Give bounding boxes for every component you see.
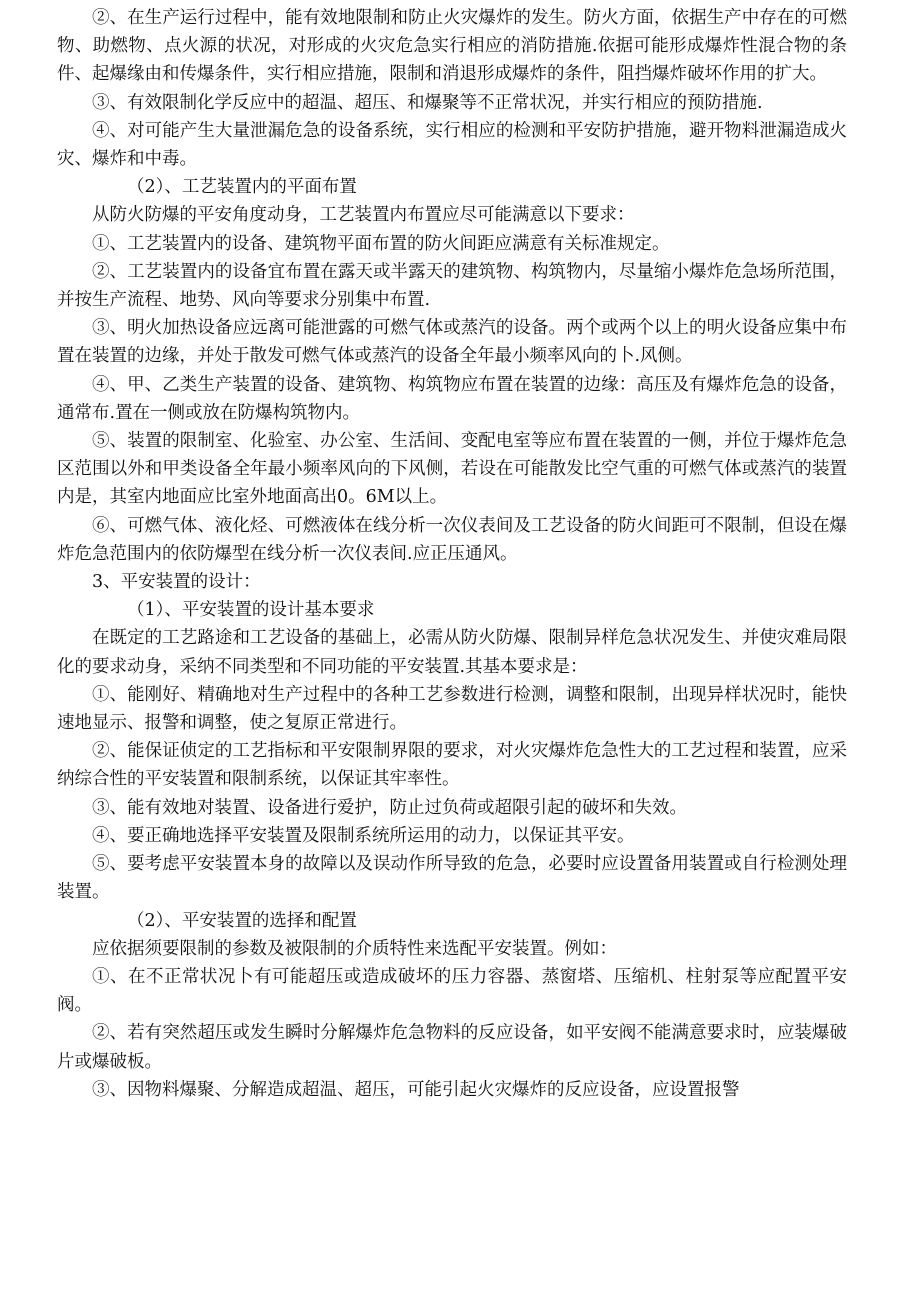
paragraph: ④、要正确地选择平安装置及限制系统所运用的动力，以保证其平安。 — [92, 825, 635, 846]
paragraph: ⑤、要考虑平安装置本身的故障以及误动作所导致的危急，必要时应设置备用装置或自行检测处理装置。 — [57, 854, 847, 903]
paragraph: ②、若有突然超压或发生瞬时分解爆炸危急物料的反应设备，如平安阀不能满意要求时，应装爆破片或爆破板。 — [57, 1023, 847, 1072]
paragraph: ①、在不正常状况卜有可能超压或造成破坏的压力容器、蒸窗塔、压缩机、柱射泵等应配置平安阀。 — [57, 966, 847, 1016]
paragraph: ④、甲、乙类生产装置的设备、建筑物、构筑物应布置在装置的边缘：高压及有爆炸危急的设备，通常布.置在一侧或放在防爆构筑物内。 — [57, 374, 847, 423]
paragraph: 从防火防爆的平安角度动身，工艺装置内布置应尽可能满意以下要求： — [92, 205, 635, 226]
paragraph: ②、工艺装置内的设备宜布置在露天或半露天的建筑物、构筑物内，尽量缩小爆炸危急场所范围，并按生产流程、地势、风向等要求分别集中布置. — [57, 261, 847, 311]
paragraph: ③、因物料爆聚、分解造成超温、超压，可能引起火灾爆炸的反应设备，应设置报警 — [92, 1079, 740, 1100]
paragraph: 应依据须要限制的参数及被限制的介质特性来选配平安装置。例如： — [92, 938, 617, 959]
section-heading: （2）、平安装置的选择和配置 — [127, 910, 357, 931]
section-heading: （1）、平安装置的设计基本要求 — [127, 600, 375, 621]
paragraph: ①、能刚好、精确地对生产过程中的各种工艺参数进行检测，调整和限制，出现异样状况时，能快速地显示、报警和调整，使之复原正常进行。 — [57, 684, 847, 734]
paragraph: ③、有效限制化学反应中的超温、超压、和爆聚等不正常状况，并实行相应的预防措施. — [92, 92, 763, 113]
paragraph: ⑤、装置的限制室、化验室、办公室、生活间、变配电室等应布置在装置的一侧，并位于爆炸危急区范围以外和甲类设备全年最小频率风向的下风侧，若设在可能散发比空气重的可燃气体或蒸汽的装置内是，其室内地面应比室外地面高出0。6M以上。 — [57, 431, 847, 508]
paragraph: ①、工艺装置内的设备、建筑物平面布置的防火间距应满意有关标准规定。 — [92, 233, 670, 254]
paragraph: ②、能保证侦定的工艺指标和平安限制界限的要求，对火灾爆炸危急性大的工艺过程和装置，应采纳综合性的平安装置和限制系统，以保证其牢率性。 — [57, 741, 847, 790]
paragraph: ③、能有效地对装置、设备进行爱护，防止过负荷或超限引起的破坏和失效。 — [92, 797, 687, 818]
paragraph: ⑥、可燃气体、液化烃、可燃液体在线分析一次仪表间及工艺设备的防火间距可不限制，但设在爆炸危急范围内的依防爆型在线分析一次仪表间.应正压通风。 — [57, 515, 847, 564]
paragraph: ②、在生产运行过程中，能有效地限制和防止火灾爆炸的发生。防火方面，依据生产中存在的可燃物、助燃物、点火源的状况，对形成的火灾危急实行相应的消防措施.依据可能形成爆炸性混合物的条件、起爆缘由和传爆条件，实行相应措施，限制和消退形成爆炸的条件，阻挡爆炸破坏作用的扩大。 — [57, 8, 847, 85]
paragraph: ③、明火加热设备应远离可能泄露的可燃气体或蒸汽的设备。两个或两个以上的明火设备应集中布置在装置的边缘，并处于散发可燃气体或蒸汽的设备全年最小频率风向的卜.风侧。 — [57, 318, 847, 367]
document-page — [57, 4, 847, 1104]
section-heading: （2）、工艺装置内的平面布置 — [127, 177, 357, 198]
section-title: 3、平安装置的设计： — [92, 572, 261, 593]
paragraph: 在既定的工艺路途和工艺设备的基础上，必需从防火防爆、限制异样危急状况发生、并使灾难局限化的要求动身，采纳不同类型和不同功能的平安装置.其基本要求是： — [57, 628, 847, 677]
paragraph: ④、对可能产生大量泄漏危急的设备系统，实行相应的检测和平安防护措施，避开物料泄漏造成火灾、爆炸和中毒。 — [57, 120, 847, 170]
